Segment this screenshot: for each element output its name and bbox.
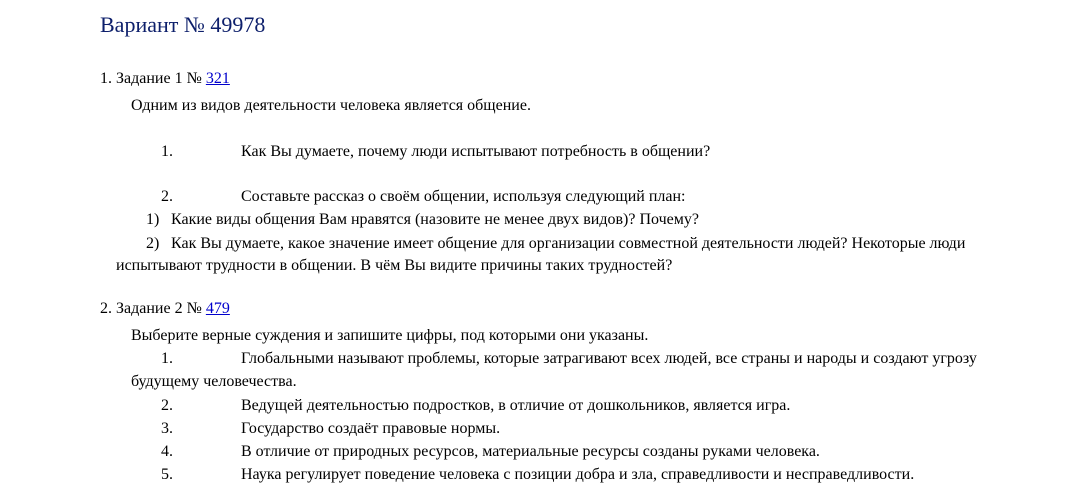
task-1-link[interactable]: 321 [205, 70, 230, 87]
task-1-heading-text: 1. Задание 1 № [100, 70, 206, 87]
task-1-item-1-number: 1. [161, 143, 173, 160]
task-1-item-2-text: Составьте рассказ о своём общении, используя следующий план: [241, 188, 686, 205]
task-1-plan-1-text: Какие виды общения Вам нравятся (назовите не менее двух видов)? Почему? [171, 211, 699, 228]
variant-title: Вариант № 49978 [100, 12, 266, 37]
task-2-item-1-text: Глобальными называют проблемы, которые затрагивают всех людей, все страны и народы и создают угрозу [241, 350, 977, 367]
task-2-item-5-number: 5. [161, 466, 173, 483]
task-2-item-3-text: Государство создаёт правовые нормы. [241, 420, 501, 437]
task-2-item-3-number: 3. [161, 420, 173, 437]
task-1-plan-1-number: 1) [146, 211, 160, 228]
task-1-item-2-number: 2. [161, 188, 173, 205]
task-2-item-4-number: 4. [161, 443, 173, 460]
task-2-heading-text: 2. Задание 2 № [100, 300, 206, 317]
task-2-intro: Выберите верные суждения и запишите цифры, под которыми они указаны. [131, 327, 649, 344]
task-1-plan-2-text: Как Вы думаете, какое значение имеет общение для организации совместной деятельности людей? Некоторые люди [171, 235, 966, 252]
task-2-item-1-continuation: будущему человечества. [131, 373, 297, 390]
task-2-item-5-text: Наука регулирует поведение человека с позиции добра и зла, справедливости и несправедливости. [241, 466, 915, 483]
task-2-heading [100, 299, 230, 319]
task-2-item-2-number: 2. [161, 397, 173, 414]
task-1-intro: Одним из видов деятельности человека является общение. [131, 97, 531, 114]
task-1-plan-2-number: 2) [146, 235, 160, 252]
task-2-item-4-text: В отличие от природных ресурсов, материальные ресурсы созданы руками человека. [241, 443, 820, 460]
task-2-item-1-number: 1. [161, 350, 173, 367]
task-1-item-1-text: Как Вы думаете, почему люди испытывают потребность в общении? [241, 143, 711, 160]
task-2-item-2-text: Ведущей деятельностью подростков, в отличие от дошкольников, является игра. [241, 397, 791, 414]
task-1-heading [100, 69, 230, 89]
task-2-link[interactable]: 479 [205, 300, 230, 317]
task-1-plan-2-continuation: испытывают трудности в общении. В чём Вы видите причины таких трудностей? [116, 257, 673, 274]
